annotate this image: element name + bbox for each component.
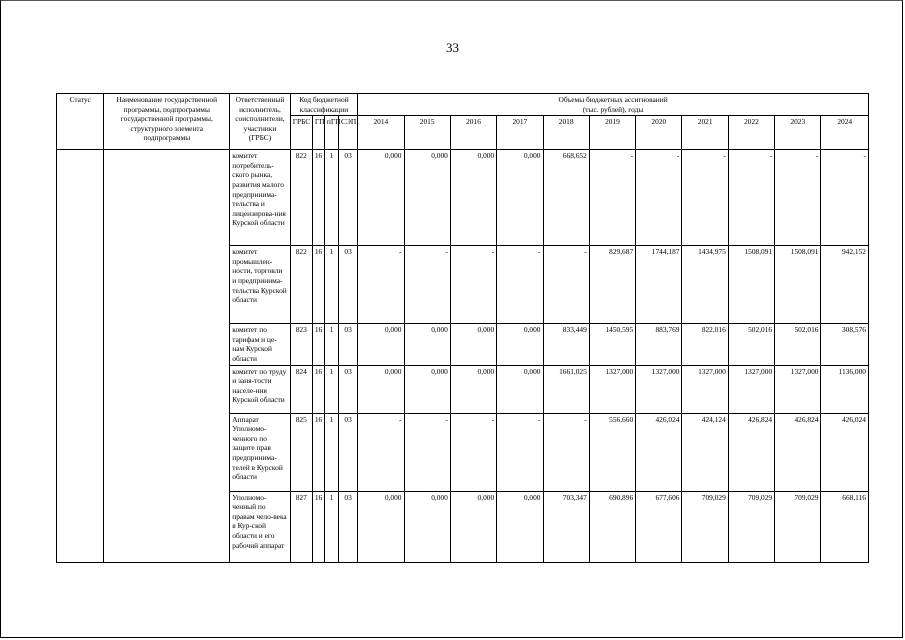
header-year: 2014	[358, 116, 404, 150]
budget-table	[56, 93, 869, 563]
value-cell: 0,000	[404, 365, 450, 413]
value-cell: 0,000	[450, 365, 496, 413]
value-cell: -	[543, 246, 589, 324]
value-cell: -	[358, 246, 404, 324]
status-cell	[57, 150, 104, 562]
value-cell: 426,024	[636, 413, 682, 491]
value-cell: 709,029	[728, 491, 774, 562]
code-cell: 16	[312, 491, 324, 562]
executor-cell: комитет потребитель-ского рынка, развития малого предпринима-тельства и лицензирова-ния Курской области	[230, 150, 290, 246]
header-code-grbs: ГРБС	[290, 116, 312, 150]
code-cell: 03	[339, 413, 358, 491]
value-cell: -	[728, 150, 774, 246]
code-cell: 16	[312, 365, 324, 413]
value-cell: -	[404, 246, 450, 324]
executor-cell: комитет промышлен-ности, торговли и предпринима-тельства Курской области	[230, 246, 290, 324]
header-year: 2022	[728, 116, 774, 150]
code-cell: 823	[290, 324, 312, 365]
value-cell: -	[682, 150, 728, 246]
header-code-gp: ГП	[312, 116, 324, 150]
executor-cell: комитет по тарифам и це-нам Курской области	[230, 324, 290, 365]
value-cell: 690,896	[589, 491, 635, 562]
value-cell: 709,029	[775, 491, 821, 562]
header-status: Статус	[57, 94, 104, 150]
value-cell: 0,000	[358, 365, 404, 413]
header-code-group: Код бюджетной классификации	[290, 94, 358, 116]
value-cell: 833,449	[543, 324, 589, 365]
value-cell: 0,000	[497, 365, 543, 413]
value-cell: 426,824	[728, 413, 774, 491]
code-cell: 822	[290, 246, 312, 324]
value-cell: 426,024	[821, 413, 869, 491]
value-cell: 1327,000	[728, 365, 774, 413]
code-cell: 03	[339, 491, 358, 562]
code-cell: 1	[324, 246, 338, 324]
header-year: 2018	[543, 116, 589, 150]
value-cell: 1136,000	[821, 365, 869, 413]
header-name: Наименование государственной программы, подпрограммы государственной программы, структурного элемента подпрограммы	[104, 94, 230, 150]
code-cell: 827	[290, 491, 312, 562]
header-code-pgp: пГП	[324, 116, 338, 150]
value-cell: -	[497, 246, 543, 324]
header-volume-group	[358, 94, 869, 116]
executor-cell: Уполномо-ченный по правам чело-века в Кур-ской области и его рабочий аппарат	[230, 491, 290, 562]
value-cell: -	[636, 150, 682, 246]
header-year: 2019	[589, 116, 635, 150]
value-cell: -	[543, 413, 589, 491]
value-cell: 822,016	[682, 324, 728, 365]
value-cell: -	[589, 150, 635, 246]
header-code-sep: СЭП	[339, 116, 358, 150]
header-year: 2024	[821, 116, 869, 150]
code-cell: 824	[290, 365, 312, 413]
value-cell: 1744,187	[636, 246, 682, 324]
value-cell: 1327,000	[589, 365, 635, 413]
value-cell: 709,029	[682, 491, 728, 562]
value-cell: 0,000	[497, 324, 543, 365]
value-cell: 0,000	[404, 150, 450, 246]
code-cell: 1	[324, 413, 338, 491]
header-year: 2023	[775, 116, 821, 150]
page-number: 33	[446, 40, 459, 55]
value-cell: 942,152	[821, 246, 869, 324]
value-cell: 308,576	[821, 324, 869, 365]
executor-cell: комитет по труду и заня-тости населе-ния Курской области	[230, 365, 290, 413]
header-year: 2015	[404, 116, 450, 150]
code-cell: 16	[312, 324, 324, 365]
value-cell: 0,000	[497, 491, 543, 562]
value-cell: 0,000	[404, 491, 450, 562]
value-cell: -	[450, 413, 496, 491]
value-cell: 1508,091	[728, 246, 774, 324]
code-cell: 1	[324, 365, 338, 413]
value-cell: 0,000	[450, 491, 496, 562]
code-cell: 1	[324, 324, 338, 365]
value-cell: 1434,975	[682, 246, 728, 324]
value-cell: 1661,025	[543, 365, 589, 413]
value-cell: 502,016	[775, 324, 821, 365]
code-cell: 16	[312, 150, 324, 246]
value-cell: 668,652	[543, 150, 589, 246]
value-cell: 426,824	[775, 413, 821, 491]
value-cell: 1327,000	[682, 365, 728, 413]
code-cell: 03	[339, 324, 358, 365]
value-cell: 0,000	[450, 324, 496, 365]
table-row	[57, 150, 869, 246]
header-year: 2021	[682, 116, 728, 150]
header-volume-line1: Объемы бюджетных ассигнований	[558, 95, 668, 104]
header-year: 2020	[636, 116, 682, 150]
value-cell: 829,687	[589, 246, 635, 324]
code-cell: 03	[339, 150, 358, 246]
value-cell: -	[497, 413, 543, 491]
value-cell: 0,000	[358, 324, 404, 365]
code-cell: 16	[312, 413, 324, 491]
value-cell: 0,000	[450, 150, 496, 246]
code-cell: 822	[290, 150, 312, 246]
header-year: 2016	[450, 116, 496, 150]
value-cell: -	[775, 150, 821, 246]
value-cell: -	[404, 413, 450, 491]
value-cell: 1327,000	[775, 365, 821, 413]
code-cell: 16	[312, 246, 324, 324]
program-name-cell	[104, 150, 230, 562]
value-cell: 0,000	[497, 150, 543, 246]
code-cell: 825	[290, 413, 312, 491]
value-cell: 0,000	[358, 150, 404, 246]
code-cell: 1	[324, 150, 338, 246]
value-cell: 703,347	[543, 491, 589, 562]
value-cell: 0,000	[358, 491, 404, 562]
value-cell: 424,124	[682, 413, 728, 491]
code-cell: 1	[324, 491, 338, 562]
value-cell: -	[821, 150, 869, 246]
value-cell: 1327,000	[636, 365, 682, 413]
value-cell: 668,116	[821, 491, 869, 562]
value-cell: 677,606	[636, 491, 682, 562]
value-cell: 502,016	[728, 324, 774, 365]
value-cell: -	[358, 413, 404, 491]
code-cell: 03	[339, 365, 358, 413]
value-cell: 0,000	[404, 324, 450, 365]
value-cell: 1508,091	[775, 246, 821, 324]
value-cell: 1450,595	[589, 324, 635, 365]
code-cell: 03	[339, 246, 358, 324]
header-executor: Ответственный исполнитель, соисполнители, участники (ГРБС)	[230, 94, 290, 150]
value-cell: -	[450, 246, 496, 324]
value-cell: 883,769	[636, 324, 682, 365]
header-year: 2017	[497, 116, 543, 150]
header-volume-line2: (тыс. рублей), годы	[582, 104, 644, 114]
value-cell: 556,660	[589, 413, 635, 491]
executor-cell: Аппарат Уполномо-ченного по защите прав предпринима-телей в Курской области	[230, 413, 290, 491]
